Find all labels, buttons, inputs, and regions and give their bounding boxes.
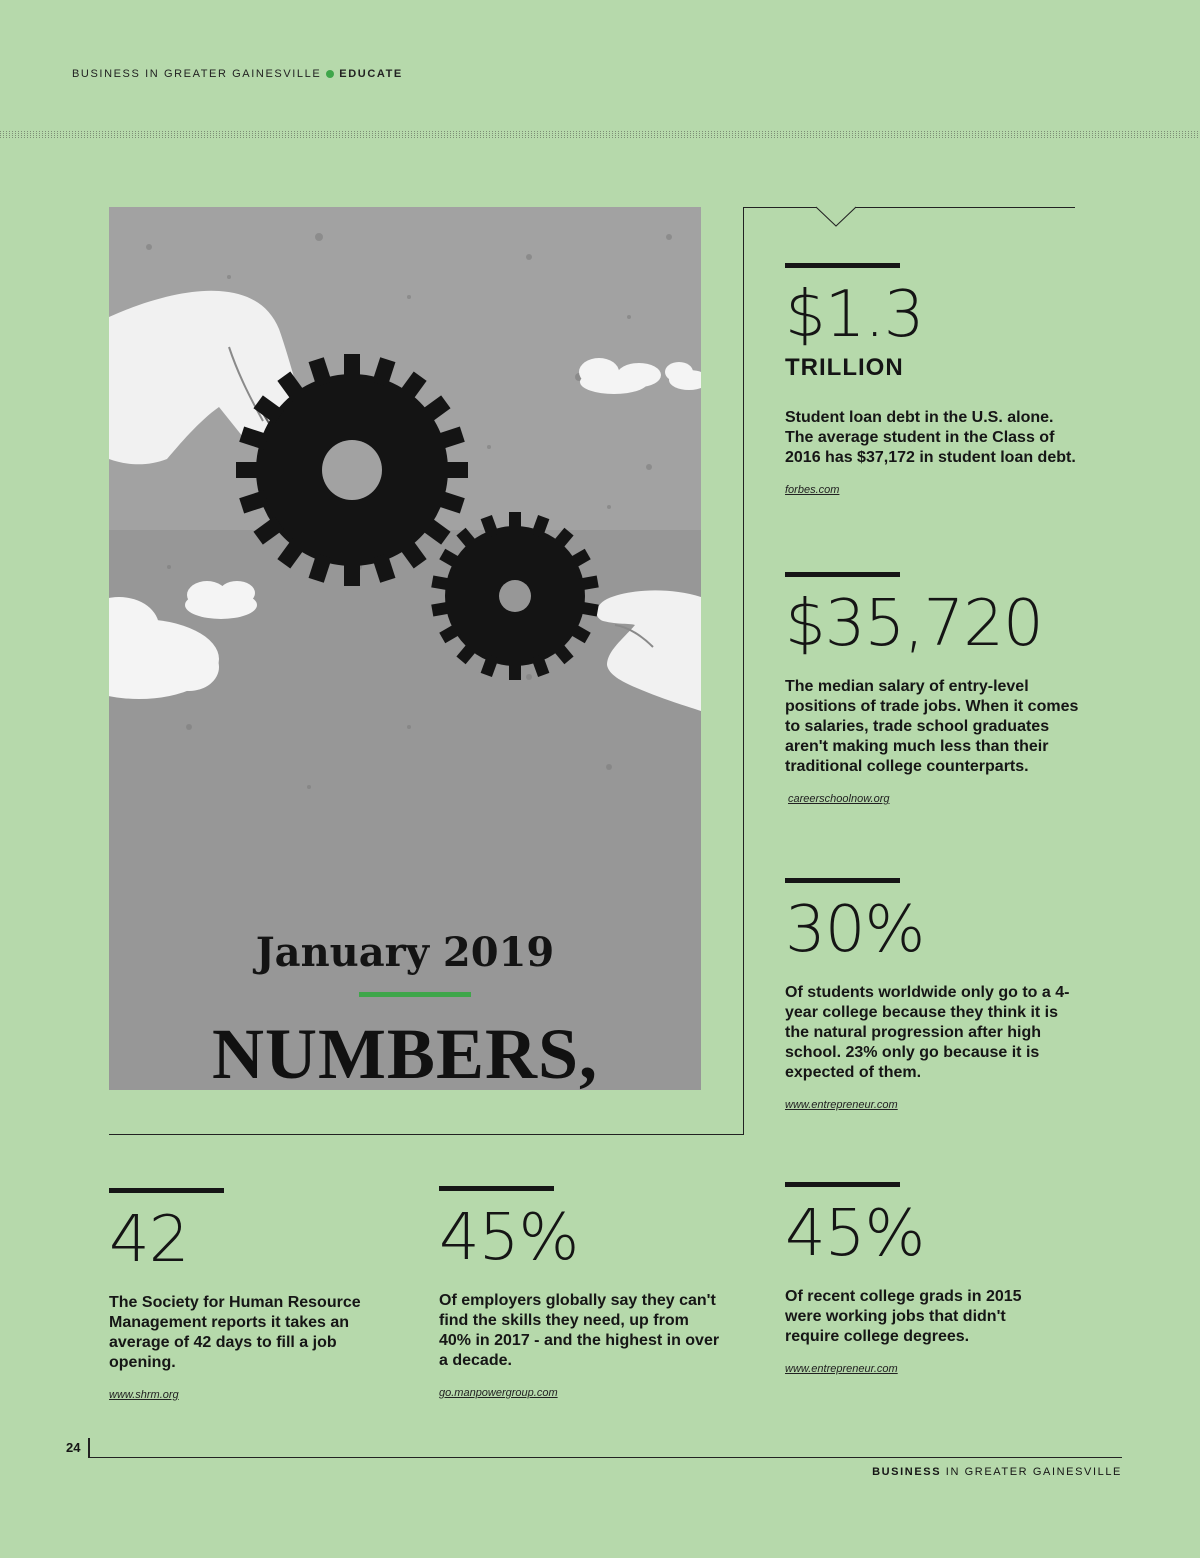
stat-number: $35,720 [785, 587, 1043, 661]
cover-date: January 2019 [255, 929, 555, 976]
footer-rule [90, 1457, 1122, 1458]
cover-title-line-1: NUMBERS, [211, 1014, 599, 1090]
stat-bar [785, 1182, 900, 1187]
chevron-down-icon [816, 206, 856, 228]
frame-top-line [744, 207, 1075, 208]
cover-accent-rule [359, 992, 471, 997]
stat-number: $1.3 [785, 278, 924, 352]
stat-number: 30% [785, 893, 925, 967]
stat-block-employers-skills [439, 1186, 759, 1399]
stat-description: Of students worldwide only go to a 4-year college because they think it is the natural progression after high school. 23% only go because it is expected of them. [785, 984, 1070, 1081]
bullet-dot-icon [326, 70, 334, 78]
stat-block-median-salary [785, 572, 1105, 805]
stat-source-link[interactable]: www.entrepreneur.com [785, 1363, 898, 1375]
stat-source-link[interactable]: www.shrm.org [109, 1389, 179, 1401]
stat-description: Of recent college grads in 2015 were working jobs that didn't require college degrees. [785, 1288, 1022, 1345]
stat-bar [785, 878, 900, 883]
header-section: EDUCATE [339, 68, 403, 80]
cover-illustration [109, 207, 701, 1090]
stat-description: The median salary of entry-level positions of trade jobs. When it comes to salaries, trade school graduates aren't making much less than their traditional college counterparts. [785, 678, 1079, 775]
stat-number: 42 [109, 1203, 189, 1277]
stat-source-link[interactable]: careerschoolnow.org [788, 793, 890, 805]
frame-bottom-line [109, 1134, 744, 1135]
running-header [72, 68, 403, 80]
footer-publication-rest: IN GREATER GAINESVILLE [941, 1466, 1122, 1478]
stat-source-link[interactable]: www.entrepreneur.com [785, 1099, 898, 1111]
stat-block-student-debt [785, 263, 1105, 496]
footer-publication-bold: BUSINESS [872, 1466, 942, 1478]
footer-publication [872, 1466, 1122, 1478]
page-number: 24 [66, 1440, 81, 1455]
stat-description: Student loan debt in the U.S. alone. The average student in the Class of 2016 has $37,172 in student loan debt. [785, 409, 1076, 466]
stat-block-students-worldwide [785, 878, 1105, 1111]
stat-block-recent-grads [785, 1182, 1105, 1375]
stat-number: 45% [785, 1197, 925, 1271]
stat-bar [109, 1188, 224, 1193]
stat-bar [439, 1186, 554, 1191]
stat-bar [785, 572, 900, 577]
decorative-pattern-band [0, 131, 1200, 139]
stat-unit: TRILLION [785, 354, 904, 381]
header-publication: BUSINESS IN GREATER GAINESVILLE [72, 68, 322, 80]
frame-right-line [743, 207, 744, 1135]
stat-number: 45% [439, 1201, 579, 1275]
stat-block-days-to-fill [109, 1188, 429, 1401]
stat-source-link[interactable]: forbes.com [785, 484, 840, 496]
cover-title [109, 1015, 701, 1090]
stat-bar [785, 263, 900, 268]
stat-description: The Society for Human Resource Management reports it takes an average of 42 days to fill a job opening. [109, 1294, 361, 1371]
footer-divider [88, 1438, 90, 1458]
stat-source-link[interactable]: go.manpowergroup.com [439, 1387, 558, 1399]
stat-description: Of employers globally say they can't find the skills they need, up from 40% in 2017 - and the highest in over a decade. [439, 1292, 720, 1369]
